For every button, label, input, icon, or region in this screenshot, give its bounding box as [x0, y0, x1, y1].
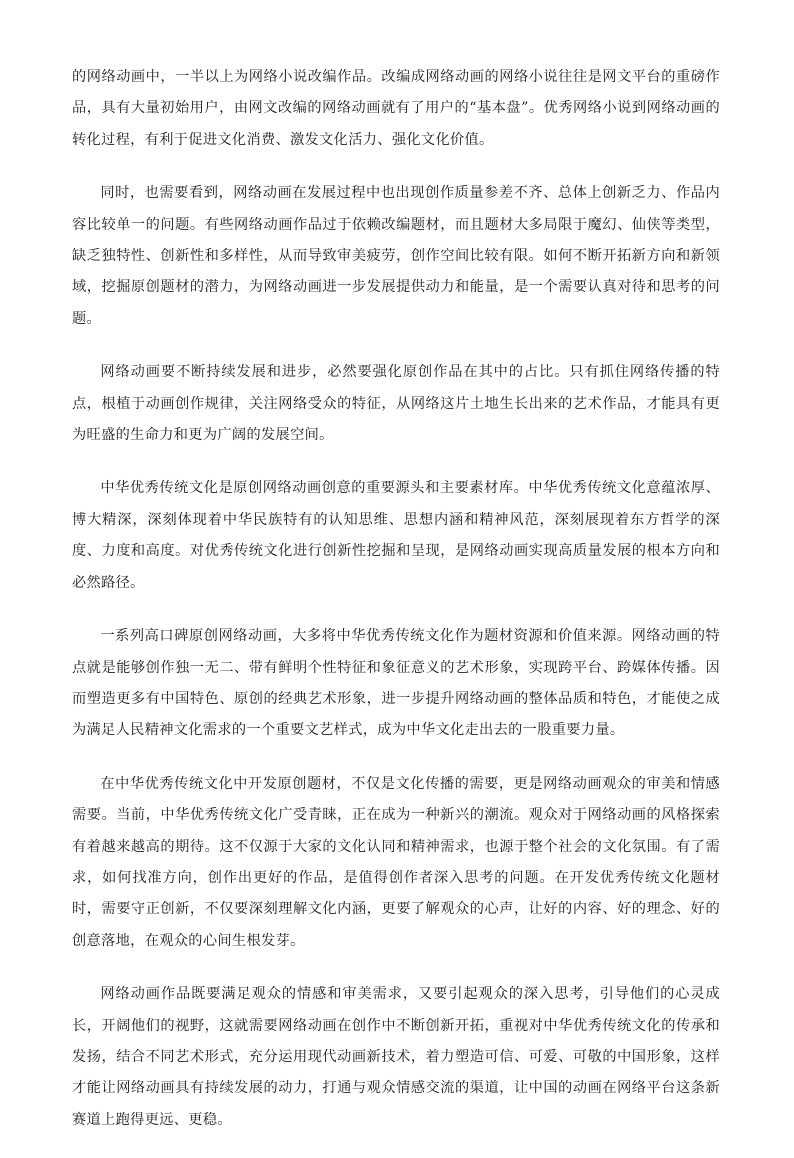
- paragraph: 中华优秀传统文化是原创网络动画创意的重要源头和主要素材库。中华优秀传统文化意蕴浓厚、博大精深，深刻体现着中华民族特有的认知思维、思想内涵和精神风范，深刻展现着东方哲学的深度、力度和高度。对优秀传统文化进行创新性挖掘和呈现，是网络动画实现高质量发展的根本方向和必然路径。: [72, 480, 720, 591]
- paragraph: 一系列高口碑原创网络动画，大多将中华优秀传统文化作为题材资源和价值来源。网络动画的特点就是能够创作独一无二、带有鲜明个性特征和象征意义的艺术形象，实现跨平台、跨媒体传播。因而塑造更多有中国特色、原创的经典艺术形象，进一步提升网络动画的整体品质和特色，才能使之成为满足人民精神文化需求的一个重要文艺样式，成为中华文化走出去的一股重要力量。: [72, 628, 720, 739]
- paragraph: 同时，也需要看到，网络动画在发展过程中也出现创作质量参差不齐、总体上创新乏力、作品内容比较单一的问题。有些网络动画作品过于依赖改编题材，而且题材大多局限于魔幻、仙侠等类型，缺乏独特性、创新性和多样性，从而导致审美疲劳，创作空间比较有限。如何不断开拓新方向和新领域，挖掘原创题材的潜力，为网络动画进一步发展提供动力和能量，是一个需要认真对待和思考的问题。: [72, 185, 720, 327]
- paragraph: 网络动画要不断持续发展和进步，必然要强化原创作品在其中的占比。只有抓住网络传播的特点，根植于动画创作规律，关注网络受众的特征，从网络这片土地生长出来的艺术作品，才能具有更为旺盛的生命力和更为广阔的发展空间。: [72, 364, 720, 444]
- paragraph: 在中华优秀传统文化中开发原创题材，不仅是文化传播的需要，更是网络动画观众的审美和情感需要。当前，中华优秀传统文化广受青睐，正在成为一种新兴的潮流。观众对于网络动画的风格探索有着越来越高的期待。这不仅源于大家的文化认同和精神需求，也源于整个社会的文化氛围。有了需求，如何找准方向，创作出更好的作品，是值得创作者深入思考的问题。在开发优秀传统文化题材时，需要守正创新，不仅要深刻理解文化内涵，更要了解观众的心声，让好的内容、好的理念、好的创意落地，在观众的心间生根发芽。: [72, 775, 720, 949]
- paragraph-continuation: 的网络动画中，一半以上为网络小说改编作品。改编成网络动画的网络小说往往是网文平台的重磅作品，具有大量初始用户，由网文改编的网络动画就有了用户的“基本盘”。优秀网络小说到网络动画的转化过程，有利于促进文化消费、激发文化活力、强化文化价值。: [72, 69, 720, 148]
- paragraph: 网络动画作品既要满足观众的情感和审美需求，又要引起观众的深入思考，引导他们的心灵成长，开阔他们的视野，这就需要网络动画在创作中不断创新开拓，重视对中华优秀传统文化的传承和发扬，结合不同艺术形式，充分运用现代动画新技术，着力塑造可信、可爱、可敬的中国形象，这样才能让网络动画具有持续发展的动力，打通与观众情感交流的渠道，让中国的动画在网络平台这条新赛道上跑得更远、更稳。: [72, 986, 720, 1128]
- document-body: [72, 62, 720, 1158]
